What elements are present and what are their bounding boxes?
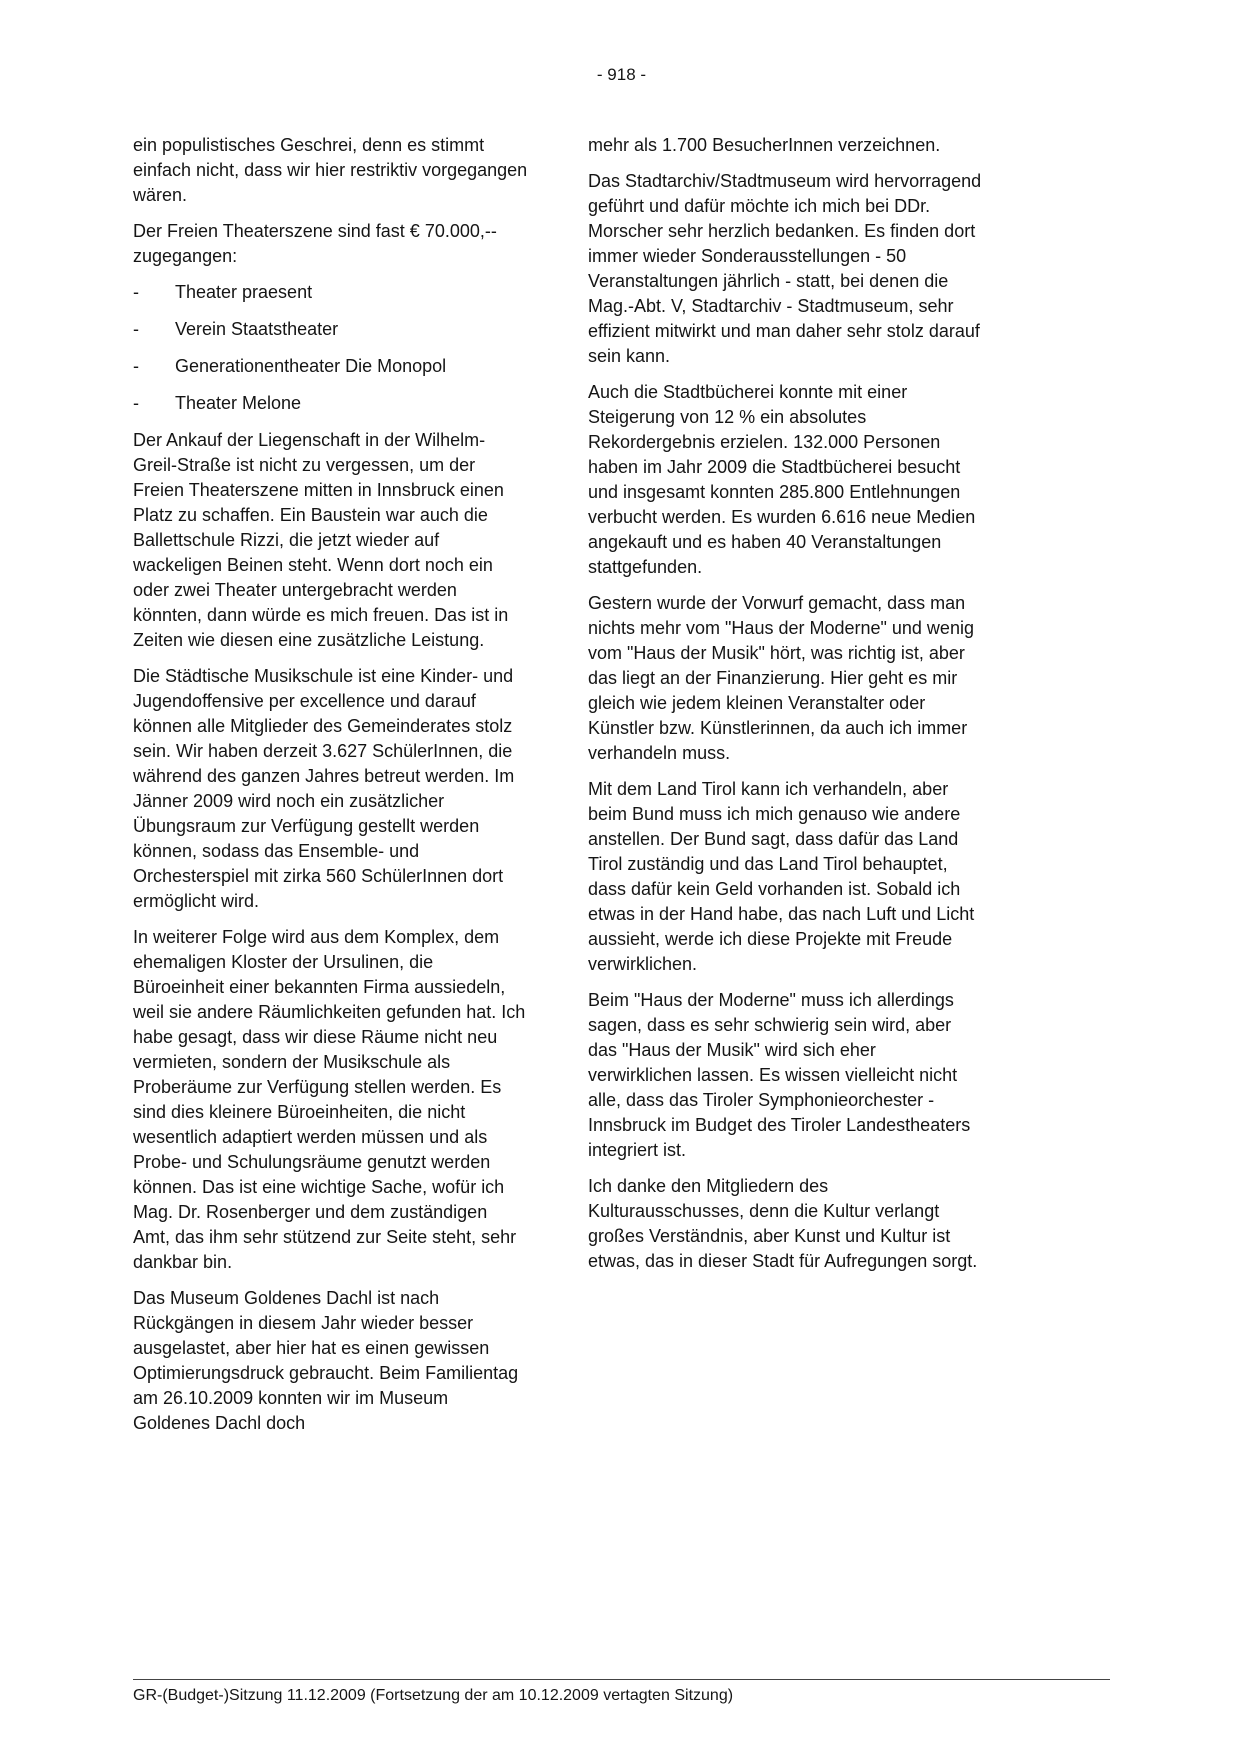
paragraph: mehr als 1.700 BesucherInnen verzeichnen. (588, 135, 941, 155)
list-item (133, 280, 528, 305)
list-item-marker: - (133, 356, 139, 376)
list-item (133, 391, 528, 416)
paragraph: Der Ankauf der Liegenschaft in der Wilhelm-Greil-Straße ist nicht zu vergessen, um der Freien Theaterszene mitten in Innsbruck einen Platz zu schaffen. Ein Baustein war auch die Ballettschule Rizzi, die jetzt wieder auf wackeligen Beinen steht. Wenn dort noch ein oder zwei Theater untergebracht werden könnten, dann würde es mich freuen. Das ist in Zeiten wie diesen eine zusätzliche Leistung. (133, 430, 509, 650)
paragraph: Ich danke den Mitgliedern des Kulturausschusses, denn die Kultur verlangt großes Verständnis, aber Kunst und Kultur ist etwas, das in dieser Stadt für Aufregungen sorgt. (588, 1176, 978, 1271)
paragraph: In weiterer Folge wird aus dem Komplex, dem ehemaligen Kloster der Ursulinen, die Büroeinheit einer bekannten Firma aussiedeln, weil sie andere Räumlichkeiten gefunden hat. Ich habe gesagt, dass wir diese Räume nicht neu vermieten, sondern der Musikschule als Proberäume zur Verfügung stellen werden. Es sind dies kleinere Büroeinheiten, die nicht wesentlich adaptiert werden müssen und als Probe- und Schulungsräume genutzt werden können. Das ist eine wichtige Sache, wofür ich Mag. Dr. Rosenberger und dem zuständigen Amt, das ihm sehr stützend zur Seite steht, sehr dankbar bin. (133, 927, 526, 1272)
paragraph: Das Stadtarchiv/Stadtmuseum wird hervorragend geführt und dafür möchte ich mich bei DDr. Morscher sehr herzlich bedanken. Es finden dort immer wieder Sonderausstellungen - 50 Veranstaltungen jährlich - statt, bei denen die Mag.-Abt. V, Stadtarchiv - Stadtmuseum, sehr effizient mitwirkt und man daher sehr stolz darauf sein kann. (588, 171, 982, 366)
list-item-text: Generationentheater Die Monopol (175, 356, 447, 376)
paragraph: Das Museum Goldenes Dachl ist nach Rückgängen in diesem Jahr wieder besser ausgelastet, aber hier hat es einen gewissen Optimierungsdruck gebraucht. Beim Familientag am 26.10.2009 konnten wir im Museum Goldenes Dachl doch (133, 1288, 519, 1433)
page-number: - 918 - (596, 65, 647, 84)
list-item-marker: - (133, 319, 139, 339)
paragraph: ein populistisches Geschrei, denn es stimmt einfach nicht, dass wir hier restriktiv vorgegangen wären. (133, 135, 528, 205)
list-item-text: Theater Melone (175, 393, 302, 413)
text-columns (133, 133, 1110, 1447)
paragraph: Beim "Haus der Moderne" muss ich allerdings sagen, dass es sehr schwierig sein wird, aber das "Haus der Musik" wird sich eher verwirklichen lassen. Es wissen vielleicht nicht alle, dass das Tiroler Symphonieorchester - Innsbruck im Budget des Tiroler Landestheaters integriert ist. (588, 990, 971, 1160)
list-item-text: Theater praesent (175, 282, 313, 302)
list-item (133, 354, 528, 379)
paragraph: Der Freien Theaterszene sind fast € 70.000,-- zugegangen: (133, 221, 497, 266)
right-column (588, 133, 983, 1285)
left-column (133, 133, 528, 1447)
footer-divider (133, 1679, 1110, 1680)
paragraph: Gestern wurde der Vorwurf gemacht, dass man nichts mehr vom "Haus der Moderne" und wenig vom "Haus der Musik" hört, was richtig ist, aber das liegt an der Finanzierung. Hier geht es mir gleich wie jedem kleinen Veranstalter oder Künstler bzw. Künstlerinnen, da auch ich immer verhandeln muss. (588, 593, 974, 763)
list-item (133, 317, 528, 342)
paragraph: Auch die Stadtbücherei konnte mit einer Steigerung von 12 % ein absolutes Rekordergebnis erzielen. 132.000 Personen haben im Jahr 2009 die Stadtbücherei besucht und insgesamt konnten 285.800 Entlehnungen verbucht werden. Es wurden 6.616 neue Medien angekauft und es haben 40 Veranstaltungen stattgefunden. (588, 382, 976, 577)
list-item-marker: - (133, 282, 139, 302)
paragraph: Mit dem Land Tirol kann ich verhandeln, aber beim Bund muss ich mich genauso wie andere anstellen. Der Bund sagt, dass dafür das Land Tirol zuständig und das Land Tirol behauptet, dass dafür kein Geld vorhanden ist. Sobald ich etwas in der Hand habe, das nach Luft und Licht aussieht, werde ich diese Projekte mit Freude verwirklichen. (588, 779, 975, 974)
paragraph: Die Städtische Musikschule ist eine Kinder- und Jugendoffensive per excellence und darauf können alle Mitglieder des Gemeinderates stolz sein. Wir haben derzeit 3.627 SchülerInnen, die während des ganzen Jahres betreut werden. Im Jänner 2009 wird noch ein zusätzlicher Übungsraum zur Verfügung gestellt werden können, sodass das Ensemble- und Orchesterspiel mit zirka 560 SchülerInnen dort ermöglicht wird. (133, 666, 515, 911)
page-footer (133, 1679, 1110, 1706)
footer-text: GR-(Budget-)Sitzung 11.12.2009 (Fortsetzung der am 10.12.2009 vertagten Sitzung) (133, 1687, 734, 1704)
list-item-text: Verein Staatstheater (175, 319, 339, 339)
list-item-marker: - (133, 393, 139, 413)
